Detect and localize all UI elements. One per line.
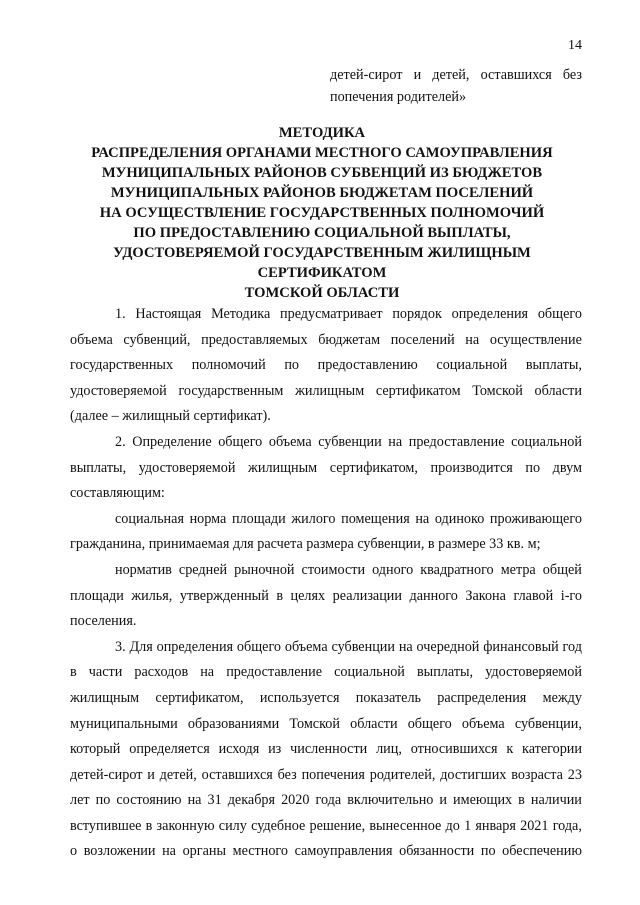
word: по <box>95 792 111 809</box>
word: по <box>525 459 541 476</box>
paragraph-1 <box>70 302 582 430</box>
word: на <box>398 638 413 655</box>
document-body <box>70 302 582 865</box>
word: предусматривает <box>280 306 383 322</box>
word: предоставлению <box>317 357 418 374</box>
word: состоянию <box>116 792 182 809</box>
paragraph-line <box>70 686 582 712</box>
word: квадратного <box>420 561 494 578</box>
title-line: МУНИЦИПАЛЬНЫХ РАЙОНОВ БЮДЖЕТАМ ПОСЕЛЕНИЙ <box>110 185 534 201</box>
word: решение, <box>309 817 366 834</box>
word: площади <box>70 587 124 604</box>
word: наличии <box>530 792 582 809</box>
paragraph-line: составляющим: <box>70 485 165 502</box>
word: субвенции <box>318 433 382 450</box>
word: используется <box>259 689 340 706</box>
word: детей-сирот <box>330 67 403 83</box>
word: социальной <box>511 433 582 450</box>
word: муниципальными <box>70 715 178 732</box>
word: показатель <box>355 689 421 706</box>
word: расходов <box>134 664 189 681</box>
word: социальная <box>115 510 184 527</box>
paragraph-line <box>70 328 582 354</box>
word: государственным <box>178 382 284 399</box>
paragraph-line: (далее – жилищный сертификат). <box>70 408 271 425</box>
word: данного <box>409 587 458 604</box>
title-line: МУНИЦИПАЛЬНЫХ РАЙОНОВ СУБВЕНЦИЙ ИЗ БЮДЖЕТОВ <box>101 165 543 181</box>
paragraph-line <box>70 839 582 865</box>
word: производится <box>430 459 513 476</box>
word: и <box>147 766 155 783</box>
word: год <box>562 638 582 655</box>
word: жилищным <box>70 689 140 706</box>
word: стоимости <box>301 561 366 578</box>
word: метра <box>500 561 536 578</box>
word: Для <box>129 638 153 655</box>
paragraph-line <box>70 558 582 584</box>
word: в <box>518 792 525 809</box>
word: детей, <box>159 766 197 783</box>
word: включительно <box>347 792 434 809</box>
word: удостоверяемой <box>138 459 236 476</box>
word: имеющих <box>453 792 513 809</box>
word: на <box>415 510 430 527</box>
word: государственных <box>70 357 174 374</box>
word: силу <box>218 817 247 834</box>
word: полномочий <box>191 357 266 374</box>
word: выплаты, <box>525 357 582 374</box>
word: выплаты, <box>70 459 127 476</box>
word: Методика <box>211 306 271 322</box>
word: норма <box>189 510 227 527</box>
word: на <box>162 843 176 860</box>
word: 2. <box>115 433 126 450</box>
paragraph-line <box>70 507 582 533</box>
page-number: 14 <box>568 38 582 53</box>
word: на <box>200 664 215 681</box>
paragraph-line <box>70 660 582 686</box>
word: определяется <box>129 741 210 758</box>
paragraph-line <box>70 430 582 456</box>
word: целях <box>290 587 326 604</box>
word: удостоверяемой <box>485 664 582 681</box>
word: Закона <box>465 587 506 604</box>
word: бюджетам <box>318 331 381 348</box>
word: общего <box>537 306 582 322</box>
word: одиноко <box>434 510 485 527</box>
word: осуществление <box>489 331 582 348</box>
word: вынесенное <box>369 817 442 834</box>
paragraph-2 <box>70 430 582 507</box>
paragraph-line <box>70 814 582 840</box>
word: общего <box>407 715 452 732</box>
paragraph-line <box>70 584 582 610</box>
word: общего <box>236 638 282 655</box>
word: обязанности <box>399 843 475 860</box>
word: до <box>445 817 460 834</box>
word: оставшихся <box>201 766 273 783</box>
word: относившихся <box>410 741 498 758</box>
word: лиц, <box>376 741 402 758</box>
paragraph-line: гражданина, принимаемая для расчета размера субвенции, в размере 33 кв. м; <box>70 536 541 553</box>
word: поселений <box>390 331 455 348</box>
word: средней <box>178 561 228 578</box>
word: жилищным <box>248 459 318 476</box>
word: родителей, <box>369 766 436 783</box>
paragraph-3 <box>70 507 582 558</box>
word: реализации <box>332 587 402 604</box>
word: вступившее <box>70 817 142 834</box>
word: детей-сирот <box>70 766 143 783</box>
word: 23 <box>567 766 582 783</box>
word: рыночной <box>234 561 295 578</box>
word: социальной <box>334 664 405 681</box>
word: жилья, <box>131 587 173 604</box>
word: категории <box>522 741 582 758</box>
word: декабря <box>227 792 276 809</box>
word: субвенций, <box>123 331 191 348</box>
title-line: СЕРТИФИКАТОМ <box>257 265 387 281</box>
word: предоставляемых <box>201 331 308 348</box>
title-line: НА ОСУЩЕСТВЛЕНИЕ ГОСУДАРСТВЕННЫХ ПОЛНОМОЧИЙ <box>99 205 545 221</box>
word: детей, <box>432 67 470 83</box>
word: Томской <box>472 382 523 399</box>
word: i-го <box>560 587 582 604</box>
word: Настоящая <box>135 306 202 322</box>
word: очередной <box>416 638 480 655</box>
title-line: МЕТОДИКА <box>278 125 366 141</box>
word: объема <box>461 715 505 732</box>
word: обеспечению <box>502 843 582 860</box>
word: сертификатом, <box>155 689 244 706</box>
word: финансовый <box>483 638 559 655</box>
word: без <box>562 67 582 83</box>
word: без <box>277 766 297 783</box>
word: 31 <box>207 792 222 809</box>
word: в <box>70 664 77 681</box>
word: года, <box>552 817 582 834</box>
word: законную <box>156 817 215 834</box>
word: лет <box>70 792 90 809</box>
appendix-tail-line-1 <box>330 64 582 86</box>
word: между <box>542 689 582 706</box>
word: общей <box>542 561 582 578</box>
word: порядок <box>392 306 442 322</box>
word: местного <box>232 843 288 860</box>
word: главой <box>513 587 554 604</box>
word: жилого <box>291 510 336 527</box>
word: объема <box>70 331 113 348</box>
word: социальной <box>436 357 508 374</box>
paragraph-line <box>70 737 582 763</box>
word: органы <box>182 843 227 860</box>
word: по <box>284 357 300 374</box>
paragraph-line <box>70 635 582 661</box>
word: года <box>315 792 342 809</box>
word: сертификатом, <box>329 459 418 476</box>
word: удостоверяемой <box>70 382 167 399</box>
paragraph-line <box>70 379 582 405</box>
word: на <box>465 331 480 348</box>
word: норматив <box>115 561 172 578</box>
word: в <box>276 587 284 604</box>
word: определения <box>156 638 234 655</box>
word: объема <box>284 638 328 655</box>
word: из <box>268 741 282 758</box>
word: образованиями <box>187 715 280 732</box>
word: 2021 <box>520 817 549 834</box>
word: достигших <box>440 766 507 783</box>
word: 1 <box>464 817 472 834</box>
word: Определение <box>132 433 212 450</box>
word: численности <box>290 741 368 758</box>
word: на <box>187 792 202 809</box>
paragraph-line <box>70 302 582 328</box>
appendix-tail-line-2: попечения родителей» <box>330 89 467 105</box>
word: в <box>145 817 153 834</box>
paragraph-line <box>70 712 582 738</box>
word: самоуправления <box>294 843 393 860</box>
word: площади <box>231 510 286 527</box>
word: субвенции, <box>514 715 582 732</box>
document-title <box>60 123 584 303</box>
word: утвержденный <box>179 587 269 604</box>
word: объема <box>268 433 312 450</box>
word: проживающего <box>489 510 582 527</box>
word: судебное <box>251 817 306 834</box>
title-line: УДОСТОВЕРЯЕМОЙ ГОСУДАРСТВЕННЫМ ЖИЛИЩНЫМ <box>113 245 531 261</box>
word: области <box>534 382 582 399</box>
word: части <box>88 664 123 681</box>
word: попечения <box>301 766 365 783</box>
word: помещения <box>341 510 410 527</box>
word: области <box>350 715 398 732</box>
paragraph-line <box>70 353 582 379</box>
word: исходя <box>218 741 260 758</box>
word: предоставление <box>408 433 505 450</box>
word: общего <box>218 433 263 450</box>
word: двум <box>552 459 582 476</box>
word: о <box>70 843 78 860</box>
word: который <box>70 741 121 758</box>
word: возраста <box>511 766 563 783</box>
word: по <box>480 843 496 860</box>
title-line: РАСПРЕДЕЛЕНИЯ ОРГАНАМИ МЕСТНОГО САМОУПРАВЛЕНИЯ <box>91 145 553 161</box>
word: одного <box>372 561 414 578</box>
word: предоставление <box>226 664 322 681</box>
title-line: ТОМСКОЙ ОБЛАСТИ <box>244 285 400 301</box>
word: жилищным <box>295 382 365 399</box>
word: определения <box>451 306 529 322</box>
paragraph-line: поселения. <box>70 613 137 630</box>
title-line: ПО ПРЕДОСТАВЛЕНИЮ СОЦИАЛЬНОЙ ВЫПЛАТЫ, <box>133 225 511 241</box>
word: 1. <box>115 306 126 322</box>
word: к <box>506 741 514 758</box>
word: Томской <box>289 715 340 732</box>
paragraph-line <box>70 763 582 789</box>
paragraph-line <box>70 788 582 814</box>
word: субвенции <box>331 638 395 655</box>
word: и <box>413 67 422 83</box>
word: возложении <box>83 843 156 860</box>
appendix-reference-tail <box>330 64 582 108</box>
word: распределения <box>437 689 527 706</box>
paragraph-5 <box>70 635 582 865</box>
word: и <box>439 792 448 809</box>
word: выплаты, <box>416 664 474 681</box>
word: января <box>475 817 516 834</box>
word: оставшихся <box>480 67 552 83</box>
word: сертификатом <box>375 382 461 399</box>
paragraph-4 <box>70 558 582 635</box>
word: 3. <box>115 638 126 655</box>
word: 2020 <box>281 792 310 809</box>
paragraph-line <box>70 456 582 482</box>
word: на <box>388 433 403 450</box>
